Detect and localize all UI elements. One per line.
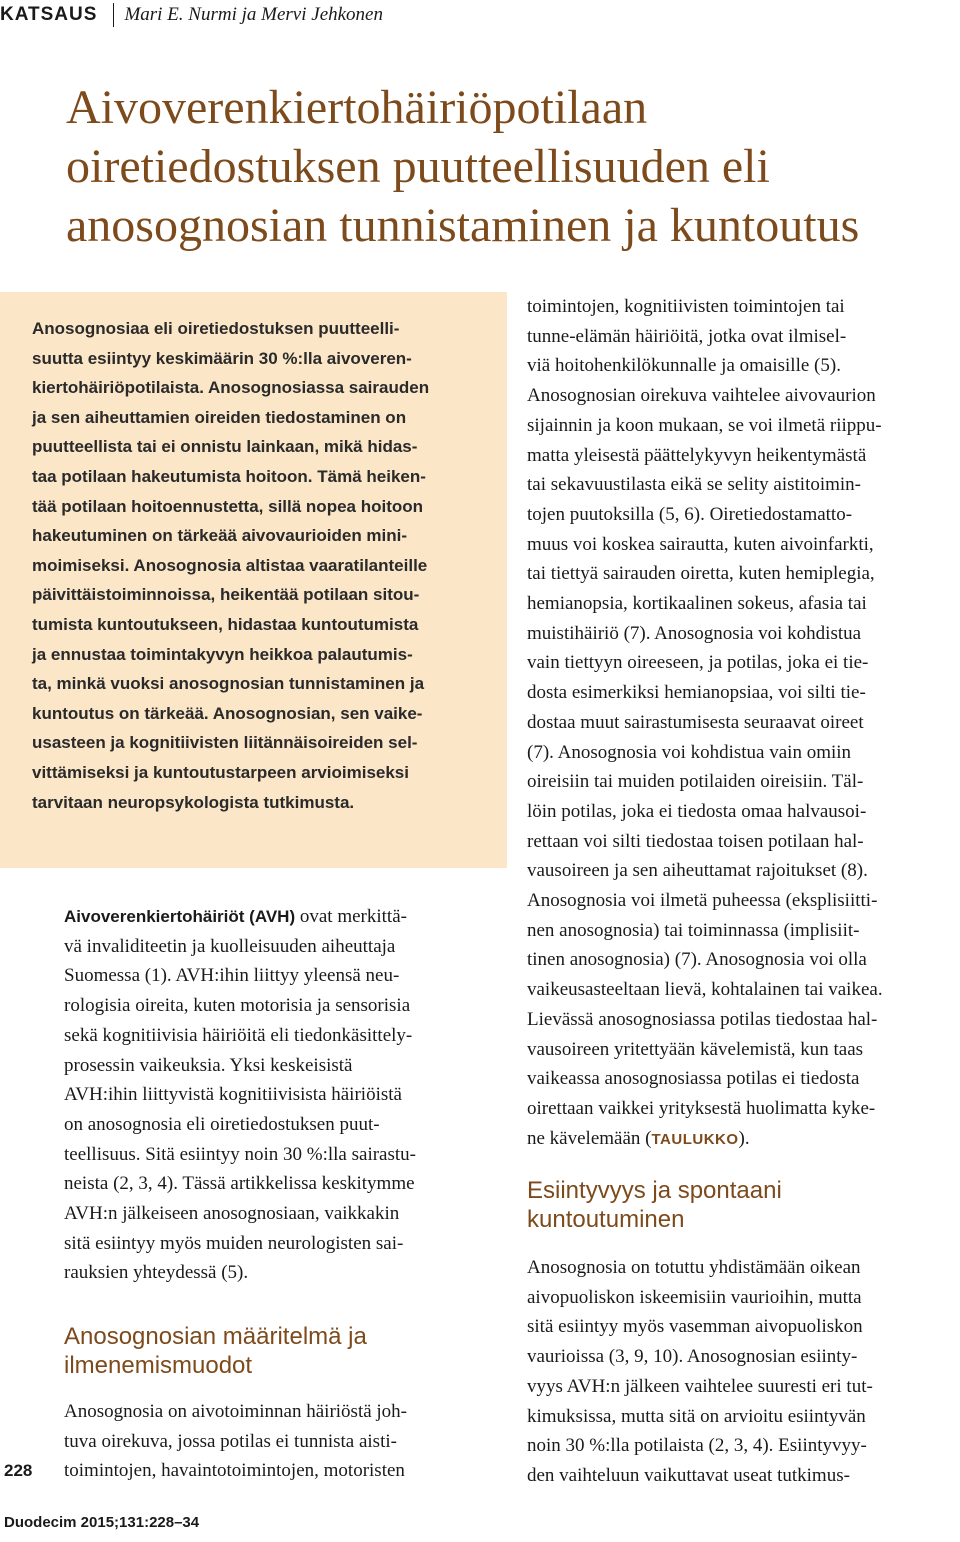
heading-line: kuntoutuminen [527,1206,685,1233]
right-column-paragraph [527,292,959,1154]
abstract-line: ta, minkä vuoksi anosognosian tunnistaminen ja [32,674,425,694]
body-line: oirettaan vaikkei yrityksestä huolimatta kyke- [527,1097,876,1119]
heading-line: Anosognosian määritelmä ja [64,1323,367,1350]
lead-term: Aivoverenkiertohäiriöt (AVH) [64,907,296,926]
body-line: vaikeassa anosognosiassa potilas ei tiedosta [527,1068,860,1090]
lead-line-rest: ovat merkittä- [295,906,407,927]
body-line: sitä esiintyy myös muiden neurologisten sai- [64,1232,404,1254]
body-line: vausoireen ja sen aiheuttamat rajoitukset (8). [527,860,868,882]
abstract-line: tää potilaan hoitoennustetta, sillä nopea hoitoon [32,496,424,516]
body-line: kimuksissa, mutta sitä on arvioitu esiintyvän [527,1405,866,1427]
heading-line: ilmenemismuodot [64,1352,253,1379]
body-line: vain tiettyyn oireeseen, ja potilas, joka ei tie- [527,652,869,674]
body-line: matta yleisestä päättelykyvyn heikentymästä [527,444,867,466]
title-line: anosognosian tunnistaminen ja kuntoutus [66,199,860,252]
body-line: Lievässä anosognosiassa potilas tiedostaa hal- [527,1008,878,1030]
title-line: oiretiedostuksen puutteellisuuden eli [66,140,770,193]
body-line: hemianopsia, kortikaalinen sokeus, afasia tai [527,593,867,615]
abstract-line: tarvitaan neuropsykologista tutkimusta. [32,792,355,812]
body-line: tunne-elämän häiriöitä, jotka ovat ilmisel- [527,325,847,347]
body-line: muus voi koskea sairautta, kuten aivoinfarkti, [527,533,874,555]
body-line: sekä kognitiivisia häiriöitä eli tiedonkäsittely- [64,1024,413,1046]
body-line: tai sekavuustilasta eikä se selity aistitoimin- [527,474,862,496]
section-label: KATSAUS [0,4,98,25]
line-text: ne kävelemään ( [527,1127,652,1149]
abstract-line: tumista kuntoutukseen, hidastaa kuntoutumista [32,614,419,634]
body-line: vaikeusasteeltaan lievä, kohtalainen tai vaikea. [527,979,883,1001]
section-heading-prevalence [527,1176,782,1234]
abstract-line: puutteellista tai ei onnistu lainkaan, mikä hidas- [32,437,418,457]
body-line: sijainnin ja koon mukaan, se voi ilmetä riippu- [527,414,882,436]
header-divider [113,3,114,27]
article-title [66,78,946,255]
abstract-line: kiertohäiriöpotilaista. Anosognosiassa sairauden [32,378,430,398]
body-line: nen anosognosia) tai toiminnassa (implisiit- [527,919,860,941]
body-line: viä hoitohenkilökunnalle ja omaisille (5). [527,355,841,377]
definition-paragraph [64,1397,496,1486]
abstract-line: päivittäistoiminnoissa, heikentää potilaan sitou- [32,585,420,605]
abstract-line: moimiseksi. Anosognosia altistaa vaaratilanteille [32,555,428,575]
abstract-line: ja sen aiheuttamien oireiden tiedostaminen on [32,407,407,427]
abstract-text [32,314,488,817]
abstract-line: hakeutuminen on tärkeää aivovaurioiden mini- [32,526,408,546]
body-line: Anosognosia on totuttu yhdistämään oikean [527,1257,861,1278]
body-line: Anosognosia voi ilmetä puheessa (eksplisiitti- [527,890,878,912]
body-line: aivopuoliskon iskeemisiin vaurioihin, mutta [527,1286,862,1308]
body-line: oireisiin tai muiden potilaiden oireisiin. Täl- [527,771,864,793]
abstract-line: taa potilaan hakeutumista hoitoon. Tämä heiken- [32,466,426,486]
abstract-line: Anosognosiaa eli oiretiedostuksen puutteelli- [32,319,400,338]
body-line: löin potilas, joka ei tiedosta omaa halvausoi- [527,800,867,822]
body-line: tinen anosognosia) (7). Anosognosia voi olla [527,949,867,971]
body-line: sitä esiintyy myös vasemman aivopuoliskon [527,1316,863,1338]
body-line: on anosognosia eli oiretiedostuksen puut- [64,1113,380,1135]
body-line: Anosognosia on aivotoiminnan häiriöstä joh- [64,1401,408,1422]
table-reference-link[interactable]: TAULUKKO [651,1130,739,1148]
body-line: Suomessa (1). AVH:ihin liittyy yleensä neu- [64,965,400,987]
body-line: rauksien yhteydessä (5). [64,1262,249,1284]
body-line: noin 30 %:lla potilaista (2, 3, 4). Esiintyvyy- [527,1435,867,1457]
body-line: dostaa muut sairastumisesta seuraavat oireet [527,711,864,733]
body-line: tojen puutoksilla (5, 6). Oiretiedostamatto- [527,503,853,525]
body-line: muistihäiriö (7). Anosognosia voi kohdistua [527,622,862,644]
abstract-line: kuntoutus on tärkeää. Anosognosian, sen vaike- [32,703,423,723]
abstract-line: vittämiseksi ja kuntoutustarpeen arvioimiseksi [32,762,409,782]
body-line: den vaihteluun vaikuttavat useat tutkimus- [527,1464,850,1486]
author-names: Mari E. Nurmi ja Mervi Jehkonen [124,4,383,25]
body-line: AVH:n jälkeiseen anosognosiaan, vaikkakin [64,1203,400,1225]
body-line: Anosognosian oirekuva vaihtelee aivovaurion [527,385,876,407]
body-line: rologisia oireita, kuten motorisia ja sensorisia [64,995,411,1017]
body-line: tuva oirekuva, jossa potilas ei tunnista aisti- [64,1430,397,1452]
prevalence-paragraph [527,1253,959,1491]
abstract-line: usasteen ja kognitiivisten liitännäisoireiden sel- [32,733,418,753]
body-line: vä invaliditeetin ja kuolleisuuden aiheuttaja [64,935,396,957]
abstract-line: suutta esiintyy keskimäärin 30 %:lla aivoveren- [32,348,412,368]
title-line: Aivoverenkiertohäiriöpotilaan [66,81,648,134]
intro-paragraph [64,902,496,1288]
body-line: (7). Anosognosia voi kohdistua vain omiin [527,741,852,763]
body-line [64,902,496,932]
heading-line: Esiintyvyys ja spontaani [527,1177,782,1204]
page-number: 228 [4,1461,33,1480]
body-line [527,1124,959,1155]
body-line: vausoireen yritettyään kävelemistä, kun taas [527,1038,864,1060]
body-line: AVH:ihin liittyvistä kognitiivisista häiriöistä [64,1084,402,1106]
body-line: toimintojen, havaintotoimintojen, motoristen [64,1460,405,1482]
body-line: teellisuus. Sitä esiintyy noin 30 %:lla sairastu- [64,1143,416,1165]
running-header [0,0,383,30]
body-line: prosessin vaikeuksia. Yksi keskeisistä [64,1054,353,1076]
line-text: ). [738,1127,750,1149]
body-line: vaurioissa (3, 9, 10). Anosognosian esiinty- [527,1346,858,1368]
body-line: neista (2, 3, 4). Tässä artikkelissa keskitymme [64,1173,415,1195]
body-line: rettaan voi silti tiedostaa toisen potilaan hal- [527,830,864,852]
body-line: tai tiettyä sairauden oiretta, kuten hemiplegia, [527,563,875,585]
journal-citation: Duodecim 2015;131:228–34 [4,1514,200,1531]
section-heading-definition [64,1322,367,1380]
abstract-line: ja ennustaa toimintakyvyn heikkoa palautumis- [32,644,413,664]
body-line: vyys AVH:n jälkeen vaihtelee suuresti eri tut- [527,1375,873,1397]
body-line: toimintojen, kognitiivisten toimintojen tai [527,296,845,317]
body-line: dosta esimerkiksi hemianopsiaa, voi silti tie- [527,682,866,704]
